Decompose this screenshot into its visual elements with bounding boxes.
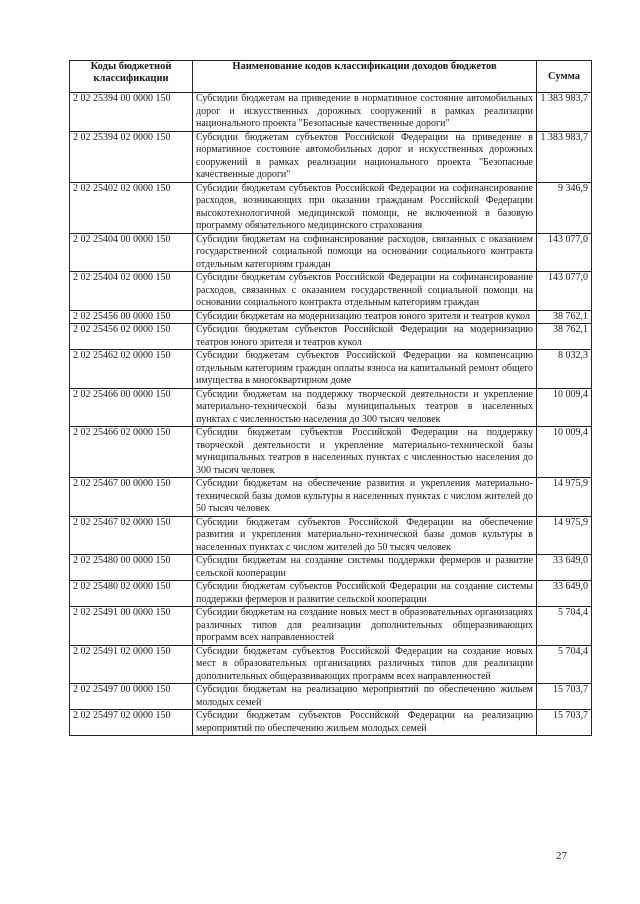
table-row	[70, 131, 592, 182]
row-name: Субсидии бюджетам субъектов Российской Федерации на создание новых мест в образовательных организациях различных типов для реализации дополнительных общеразвивающих программ всех направленностей	[193, 645, 537, 684]
row-name: Субсидии бюджетам на поддержку творческой деятельности и укрепление материально-технической базы муниципальных театров в населенных пунктах с численностью населения до 300 тысяч человек	[193, 388, 537, 427]
row-sum: 38 762,1	[537, 310, 592, 324]
row-name: Субсидии бюджетам субъектов Российской Федерации на реализацию мероприятий по обеспечению жильем молодых семей	[193, 710, 537, 736]
row-name: Субсидии бюджетам субъектов Российской Федерации на софинансирование расходов, связанных с оказанием государственной социальной помощи на основании социального контракта отдельным категориям граждан	[193, 272, 537, 311]
page-number: 27	[556, 850, 567, 862]
table-header-row	[70, 61, 592, 93]
row-sum: 5 704,4	[537, 645, 592, 684]
table-row	[70, 310, 592, 324]
row-code: 2 02 25456 00 0000 150	[70, 310, 193, 324]
row-code: 2 02 25467 02 0000 150	[70, 516, 193, 555]
row-code: 2 02 25480 00 0000 150	[70, 555, 193, 581]
row-name: Субсидии бюджетам на реализацию мероприятий по обеспечению жильем молодых семей	[193, 684, 537, 710]
row-sum: 9 346,9	[537, 182, 592, 233]
row-sum: 33 649,0	[537, 581, 592, 607]
table-row	[70, 645, 592, 684]
row-code: 2 02 25491 02 0000 150	[70, 645, 193, 684]
row-name: Субсидии бюджетам субъектов Российской Федерации на софинансирование расходов, возникающих при оказании гражданам Российской Федерации высокотехнологичной медицинской помощи, не включенной в базовую программу обязательного медицинского страхования	[193, 182, 537, 233]
row-sum: 1 383 983,7	[537, 93, 592, 132]
row-sum: 143 077,0	[537, 233, 592, 272]
table-row	[70, 684, 592, 710]
row-code: 2 02 25456 02 0000 150	[70, 324, 193, 350]
row-code: 2 02 25480 02 0000 150	[70, 581, 193, 607]
row-sum: 14 975,9	[537, 516, 592, 555]
table-row	[70, 182, 592, 233]
row-sum: 5 704,4	[537, 607, 592, 646]
table-row	[70, 478, 592, 517]
row-code: 2 02 25491 00 0000 150	[70, 607, 193, 646]
row-name: Субсидии бюджетам субъектов Российской Федерации на обеспечение развития и укрепления материально-технической базы домов культуры в населенных пунктах с числом жителей до 50 тысяч человек	[193, 516, 537, 555]
row-code: 2 02 25462 02 0000 150	[70, 350, 193, 389]
row-name: Субсидии бюджетам на приведение в нормативное состояние автомобильных дорог и искусственных дорожных сооружений в рамках реализации национального проекта "Безопасные качественные дороги"	[193, 93, 537, 132]
table-row	[70, 581, 592, 607]
row-sum: 8 032,3	[537, 350, 592, 389]
row-name: Субсидии бюджетам на модернизацию театров юного зрителя и театров кукол	[193, 310, 537, 324]
table-row	[70, 710, 592, 736]
row-code: 2 02 25466 00 0000 150	[70, 388, 193, 427]
table-row	[70, 233, 592, 272]
row-name: Субсидии бюджетам субъектов Российской Федерации на приведение в нормативное состояние автомобильных дорог и искусственных дорожных сооружений в рамках реализации национального проекта "Безопасные качественные дороги"	[193, 131, 537, 182]
table-row	[70, 272, 592, 311]
row-name: Субсидии бюджетам на софинансирование расходов, связанных с оказанием государственной социальной помощи на основании социального контракта отдельным категориям граждан	[193, 233, 537, 272]
table-row	[70, 93, 592, 132]
budget-table	[69, 60, 592, 736]
header-name: Наименование кодов классификации доходов бюджетов	[193, 61, 537, 93]
row-name: Субсидии бюджетам субъектов Российской Федерации на создание системы поддержки фермеров и развитие сельской кооперации	[193, 581, 537, 607]
row-code: 2 02 25394 00 0000 150	[70, 93, 193, 132]
table-row	[70, 555, 592, 581]
row-name: Субсидии бюджетам субъектов Российской Федерации на поддержку творческой деятельности и укрепление материально-технической базы муниципальных театров в населенных пунктах с численностью населения до 300 тысяч человек	[193, 427, 537, 478]
table-row	[70, 324, 592, 350]
row-code: 2 02 25467 00 0000 150	[70, 478, 193, 517]
header-code: Коды бюджетной классификации	[70, 61, 193, 93]
row-sum: 14 975,9	[537, 478, 592, 517]
row-name: Субсидии бюджетам на создание новых мест в образовательных организациях различных типов для реализации дополнительных общеразвивающих программ всех направленностей	[193, 607, 537, 646]
row-code: 2 02 25404 00 0000 150	[70, 233, 193, 272]
row-sum: 33 649,0	[537, 555, 592, 581]
row-sum: 15 703,7	[537, 710, 592, 736]
row-code: 2 02 25402 02 0000 150	[70, 182, 193, 233]
row-name: Субсидии бюджетам субъектов Российской Федерации на компенсацию отдельным категориям граждан оплаты взноса на капитальный ремонт общего имущества в многоквартирном доме	[193, 350, 537, 389]
row-name: Субсидии бюджетам на создание системы поддержки фермеров и развитие сельской кооперации	[193, 555, 537, 581]
table-row	[70, 516, 592, 555]
row-code: 2 02 25497 02 0000 150	[70, 710, 193, 736]
row-sum: 10 009,4	[537, 427, 592, 478]
row-code: 2 02 25394 02 0000 150	[70, 131, 193, 182]
row-sum: 38 762,1	[537, 324, 592, 350]
table-row	[70, 607, 592, 646]
row-name: Субсидии бюджетам субъектов Российской Федерации на модернизацию театров юного зрителя и театров кукол	[193, 324, 537, 350]
table-row	[70, 350, 592, 389]
row-code: 2 02 25466 02 0000 150	[70, 427, 193, 478]
row-name: Субсидии бюджетам на обеспечение развития и укрепления материально-технической базы домов культуры в населенных пунктах с числом жителей до 50 тысяч человек	[193, 478, 537, 517]
row-code: 2 02 25497 00 0000 150	[70, 684, 193, 710]
row-sum: 15 703,7	[537, 684, 592, 710]
row-sum: 143 077,0	[537, 272, 592, 311]
table-row	[70, 388, 592, 427]
row-code: 2 02 25404 02 0000 150	[70, 272, 193, 311]
header-sum: Сумма	[537, 61, 592, 93]
table-row	[70, 427, 592, 478]
row-sum: 1 383 983,7	[537, 131, 592, 182]
row-sum: 10 009,4	[537, 388, 592, 427]
